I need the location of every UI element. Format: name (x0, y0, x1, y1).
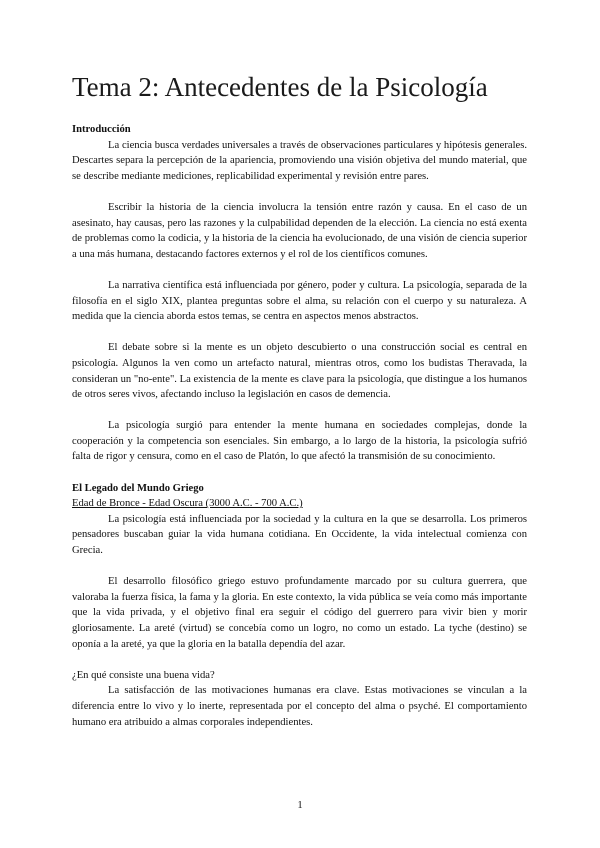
intro-paragraph-2: Escribir la historia de la ciencia involucra la tensión entre razón y causa. En el caso de un asesinato, hay causas, pero las razones y la culpabilidad dependen de la elección. La ciencia no está exenta de problemas como la codicia, y la historia de la ciencia ha evolucionado, de una visión de ciencia superior a una más humana, destacando factores externos y el rol de los científicos comunes. (72, 201, 527, 260)
greek-subheading: Edad de Bronce - Edad Oscura (3000 A.C. - 700 A.C.) (72, 498, 303, 510)
page-title: Tema 2: Antecedentes de la Psicología (72, 72, 488, 102)
good-life-paragraph: La satisfacción de las motivaciones humanas era clave. Estas motivaciones se vinculan a la diferencia entre lo vivo y lo inerte, representada por el concepto del alma o psyché. El comportamiento humano era atribuido a almas corporales independientes. (72, 685, 527, 728)
good-life-question: ¿En qué consiste una buena vida? (72, 669, 215, 681)
intro-paragraph-5: La psicología surgió para entender la mente humana en sociedades complejas, donde la cooperación y la competencia son esenciales. Sin embargo, a lo largo de la historia, la psicología sufrió falta de rigor y censura, como en el caso de Platón, lo que afectó la transmisión de su conocimiento. (72, 420, 527, 463)
document-body (72, 122, 527, 746)
intro-paragraph-1: La ciencia busca verdades universales a través de observaciones particulares y hipótesis generales. Descartes separa la percepción de la apariencia, promoviendo una visión objetiva del mundo material, que se describe mediante mediciones, replicabilidad experimental y revisión entre pares. (72, 139, 527, 182)
page-number: 1 (297, 800, 303, 811)
intro-paragraph-4: El debate sobre si la mente es un objeto descubierto o una construcción social es central en psicología. Algunos la ven como un artefacto natural, mientras otros, como los budistas Theravada, la consideran un "no-ente". La existencia de la mente es clave para la psicología, que distingue a los humanos de otros seres vivos, afectando incluso la legislación en casos de demencia. (72, 342, 527, 401)
greek-paragraph-2: El desarrollo filosófico griego estuvo profundamente marcado por su cultura guerrera, que valoraba la fuerza física, la fama y la gloria. En este contexto, la vida pública se veía como más importante que la vida privada, y el objetivo final era seguir el código del guerrero para vivir bien y morir gloriosamente. La areté (virtud) se concebía como un logro, no como un estado. La tyche (destino) se oponía a la areté, ya que la gloria en la batalla dependía del azar. (72, 576, 527, 650)
greek-heading: El Legado del Mundo Griego (72, 482, 204, 494)
intro-paragraph-3: La narrativa científica está influenciada por género, poder y cultura. La psicología, separada de la filosofía en el siglo XIX, plantea preguntas sobre el alma, su relación con el cuerpo y su naturaleza. A medida que la ciencia aborda estos temas, se centra en aspectos menos abstractos. (72, 279, 527, 323)
greek-paragraph-1: La psicología está influenciada por la sociedad y la cultura en la que se desarrolla. Los primeros pensadores buscaban guiar la vida humana cotidiana. En Occidente, la vida intelectual comienza con Grecia. (72, 513, 527, 557)
intro-heading: Introducción (72, 124, 131, 135)
